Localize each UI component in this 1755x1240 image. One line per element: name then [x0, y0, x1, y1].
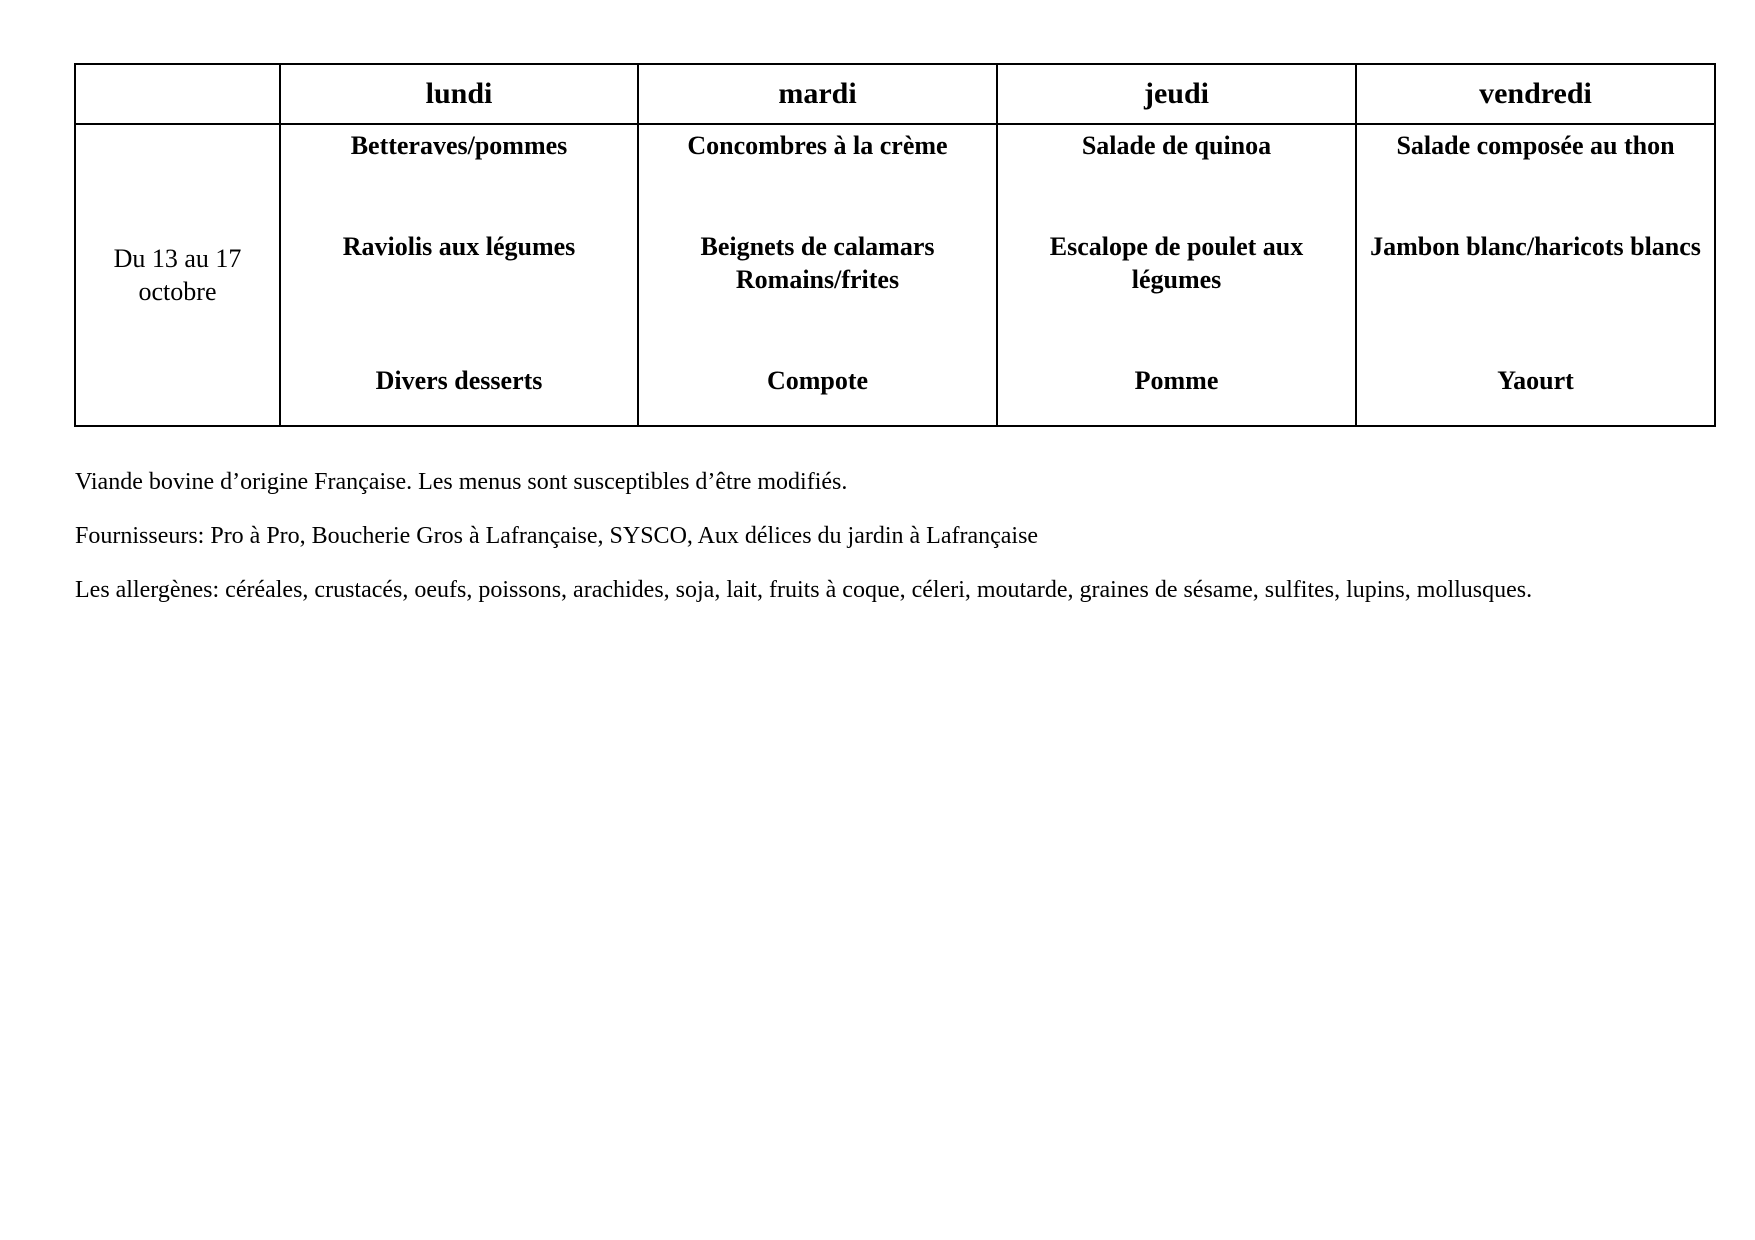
- main-course: Beignets de calamars Romains/frites: [700, 232, 935, 294]
- dessert: Yaourt: [1497, 366, 1574, 395]
- main-course: Raviolis aux légumes: [342, 232, 576, 261]
- main-course: Jambon blanc/haricots blancs: [1370, 232, 1701, 261]
- starter: Concombres à la crème: [687, 131, 948, 160]
- menu-cell-jeudi: [997, 124, 1356, 426]
- starter: Salade composée au thon: [1396, 131, 1675, 160]
- corner-cell: [75, 64, 280, 124]
- allergens-note: Les allergènes: céréales, crustacés, oeufs, poissons, arachides, soja, lait, fruits à coque, céleri, moutarde, graines de sésame, sulfites, lupins, mollusques.: [75, 577, 1533, 603]
- origin-note: Viande bovine d’origine Française. Les menus sont susceptibles d’être modifiés.: [75, 469, 848, 495]
- footnotes: [75, 465, 1715, 627]
- suppliers-note: Fournisseurs: Pro à Pro, Boucherie Gros à Lafrançaise, SYSCO, Aux délices du jardin à Lafrançaise: [75, 523, 1039, 549]
- starter: Betteraves/pommes: [350, 131, 568, 160]
- dessert: Divers desserts: [375, 366, 543, 395]
- day-header-mardi: mardi: [638, 64, 997, 124]
- menu-cell-vendredi: [1356, 124, 1715, 426]
- starter: Salade de quinoa: [1081, 131, 1272, 160]
- dessert: Compote: [766, 366, 869, 395]
- main-course: Escalope de poulet aux légumes: [1049, 232, 1304, 294]
- menu-cell-mardi: [638, 124, 997, 426]
- weekly-menu-table: [74, 63, 1716, 427]
- week-label: Du 13 au 17 octobre: [75, 124, 280, 426]
- header-row: [75, 64, 1715, 124]
- day-header-vendredi: vendredi: [1356, 64, 1715, 124]
- day-header-lundi: lundi: [280, 64, 638, 124]
- dessert: Pomme: [1134, 366, 1219, 395]
- menu-cell-lundi: [280, 124, 638, 426]
- menu-row: [75, 124, 1715, 426]
- day-header-jeudi: jeudi: [997, 64, 1356, 124]
